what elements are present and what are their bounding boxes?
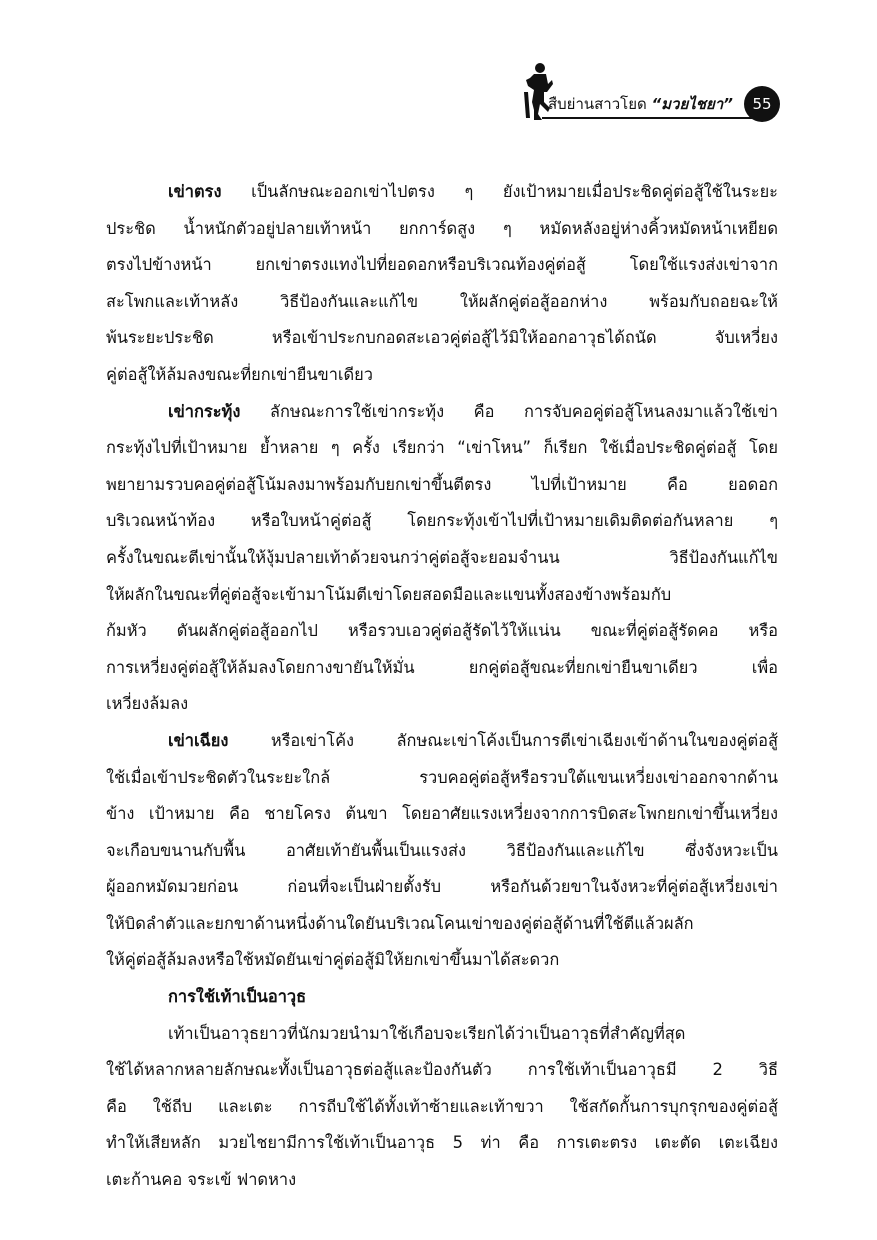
line-text: ให้คู่ต่อสู้ล้มลงหรือใช้หมัดยันเข่าคู่ต่อสู้มิให้ยกเข่าขึ้นมาได้สะดวก xyxy=(106,950,560,970)
text-line xyxy=(106,869,778,906)
text-line xyxy=(106,430,778,467)
text-line xyxy=(106,1052,778,1089)
text-line xyxy=(106,284,778,321)
line-text: การเหวี่ยงคู่ต่อสู้ให้ล้มลงโดยกางขายันให้มั่น ยกคู่ต่อสู้ขณะที่ยกเข่ายืนขาเดียว เพื่อ xyxy=(106,657,778,677)
text-line xyxy=(106,796,778,833)
line-text: เท้าเป็นอาวุธยาวที่นักมวยนำมาใช้เกือบจะเรียกได้ว่าเป็นอาวุธที่สำคัญที่สุด xyxy=(168,1023,686,1043)
term-bold: เข่ากระทุ้ง xyxy=(168,401,241,421)
text-line xyxy=(106,613,778,650)
text-line xyxy=(106,833,778,870)
line-text: สะโพกและเท้าหลัง วิธีป้องกันและแก้ไข ให้ผลักคู่ต่อสู้ออกห่าง พร้อมกับถอยฉะให้ xyxy=(106,291,778,311)
text-line xyxy=(106,1016,778,1053)
line-text: ประชิด น้ำหนักตัวอยู่ปลายเท้าหน้า ยกการ์ดสูง ๆ หมัดหลังอยู่ห่างคิ้วหมัดหน้าเหยียด xyxy=(106,218,778,238)
text-line xyxy=(106,1125,778,1162)
line-text: ผู้ออกหมัดมวยก่อน ก่อนที่จะเป็นฝ่ายตั้งรับ หรือกันด้วยขาในจังหวะที่คู่ต่อสู้เหวี่ยงเข่า xyxy=(106,877,778,897)
line-text: คู่ต่อสู้ให้ล้มลงขณะที่ยกเข่ายืนขาเดียว xyxy=(106,364,373,384)
line-text: พยายามรวบคอคู่ต่อสู้โน้มลงมาพร้อมกับยกเข่าขึ้นตีตรง ไปที่เป้าหมาย คือ ยอดอก xyxy=(106,474,778,494)
text-line xyxy=(106,686,778,723)
book-title-emphasis: “มวยไชยา” xyxy=(651,95,733,113)
text-line xyxy=(106,1162,778,1199)
line-text: จะเกือบขนานกับพื้น อาศัยเท้ายันพื้นเป็นแรงส่ง วิธีป้องกันและแก้ไข ซึ่งจังหวะเป็น xyxy=(106,840,778,860)
text-line xyxy=(106,320,778,357)
line-text: ก้มหัว ดันผลักคู่ต่อสู้ออกไป หรือรวบเอวคู่ต่อสู้รัดไว้ให้แน่น ขณะที่คู่ต่อสู้รัดคอ หรือ xyxy=(106,621,778,641)
text-line xyxy=(106,577,778,614)
term-bold: เข่าตรง xyxy=(168,182,222,201)
text-line xyxy=(106,357,778,394)
line-text: เหวี่ยงล้มลง xyxy=(106,694,189,714)
book-title-text: สืบย่านสาวโยด xyxy=(548,95,652,113)
text-line xyxy=(106,942,778,979)
page-number: 55 xyxy=(744,86,780,122)
text-line xyxy=(106,723,778,760)
line-text: บริเวณหน้าท้อง หรือใบหน้าคู่ต่อสู้ โดยกระทุ้งเข้าไปที่เป้าหมายเดิมติดต่อกันหลาย ๆ xyxy=(106,511,778,531)
line-text: เป็นลักษณะออกเข่าไปตรง ๆ ยังเป้าหมายเมื่อประชิดคู่ต่อสู้ใช้ในระยะ xyxy=(221,182,778,201)
text-line xyxy=(106,760,778,797)
line-text: กระทุ้งไปที่เป้าหมาย ย้ำหลาย ๆ ครั้ง เรียกว่า “เข่าโหน” ก็เรียก ใช้เมื่อประชิดคู่ต่อสู้ โดย xyxy=(106,438,778,458)
line-text: ทำให้เสียหลัก มวยไชยามีการใช้เท้าเป็นอาวุธ 5 ท่า คือ การเตะตรง เตะตัด เตะเฉียง xyxy=(106,1133,778,1153)
heading-text: การใช้เท้าเป็นอาวุธ xyxy=(168,987,307,1007)
text-line xyxy=(106,174,778,211)
line-text: ครั้งในขณะตีเข่านั้นให้งุ้มปลายเท้าด้วยจนกว่าคู่ต่อสู้จะยอมจำนน วิธีป้องกันแก้ไข xyxy=(106,547,778,567)
text-line xyxy=(106,503,778,540)
line-text: ลักษณะการใช้เข่ากระทุ้ง คือ การจับคอคู่ต่อสู้โหนลงมาแล้วใช้เข่า xyxy=(240,401,778,421)
text-line xyxy=(106,1089,778,1126)
header-rule xyxy=(542,117,764,119)
book-title xyxy=(548,92,733,116)
term-bold: เข่าเฉียง xyxy=(168,730,229,750)
text-line xyxy=(106,211,778,248)
text-line xyxy=(106,394,778,431)
text-line xyxy=(106,540,778,577)
body-text xyxy=(106,174,778,1199)
line-text: ใช้ได้หลากหลายลักษณะทั้งเป็นอาวุธต่อสู้และป้องกันตัว การใช้เท้าเป็นอาวุธมี 2 วิธี xyxy=(106,1060,778,1080)
text-line xyxy=(106,906,778,943)
line-text: ให้ผลักในขณะที่คู่ต่อสู้จะเข้ามาโน้มตีเข่าโดยสอดมือและแขนทั้งสองข้างพร้อมกับ xyxy=(106,584,672,604)
line-text: คือ ใช้ถีบ และเตะ การถีบใช้ได้ทั้งเท้าซ้ายและเท้าขวา ใช้สกัดกั้นการบุกรุกของคู่ต่อสู้ xyxy=(106,1096,778,1116)
line-text: พ้นระยะประชิด หรือเข้าประกบกอดสะเอวคู่ต่อสู้ไว้มิให้ออกอาวุธได้ถนัด จับเหวี่ยง xyxy=(106,328,778,348)
text-line xyxy=(106,467,778,504)
line-text: ข้าง เป้าหมาย คือ ชายโครง ต้นขา โดยอาศัยแรงเหวี่ยงจากการบิดสะโพกยกเข่าขึ้นเหวี่ยง xyxy=(106,804,778,824)
running-header xyxy=(520,62,780,122)
line-text: ให้บิดลำตัวและยกขาด้านหนึ่งด้านใดยันบริเวณโคนเข่าของคู่ต่อสู้ด้านที่ใช้ตีแล้วผลัก xyxy=(106,913,694,933)
section-heading xyxy=(106,979,778,1016)
line-text: เตะก้านคอ จระเข้ ฟาดหาง xyxy=(106,1170,297,1190)
line-text: หรือเข่าโค้ง ลักษณะเข่าโค้งเป็นการตีเข่าเฉียงเข้าด้านในของคู่ต่อสู้ xyxy=(228,730,778,750)
line-text: ใช้เมื่อเข้าประชิดตัวในระยะใกล้ รวบคอคู่ต่อสู้หรือรวบใต้แขนเหวี่ยงเข่าออกจากด้าน xyxy=(106,767,778,787)
text-line xyxy=(106,247,778,284)
line-text: ตรงไปข้างหน้า ยกเข่าตรงแทงไปที่ยอดอกหรือบริเวณท้องคู่ต่อสู้ โดยใช้แรงส่งเข่าจาก xyxy=(106,255,778,275)
text-line xyxy=(106,650,778,687)
